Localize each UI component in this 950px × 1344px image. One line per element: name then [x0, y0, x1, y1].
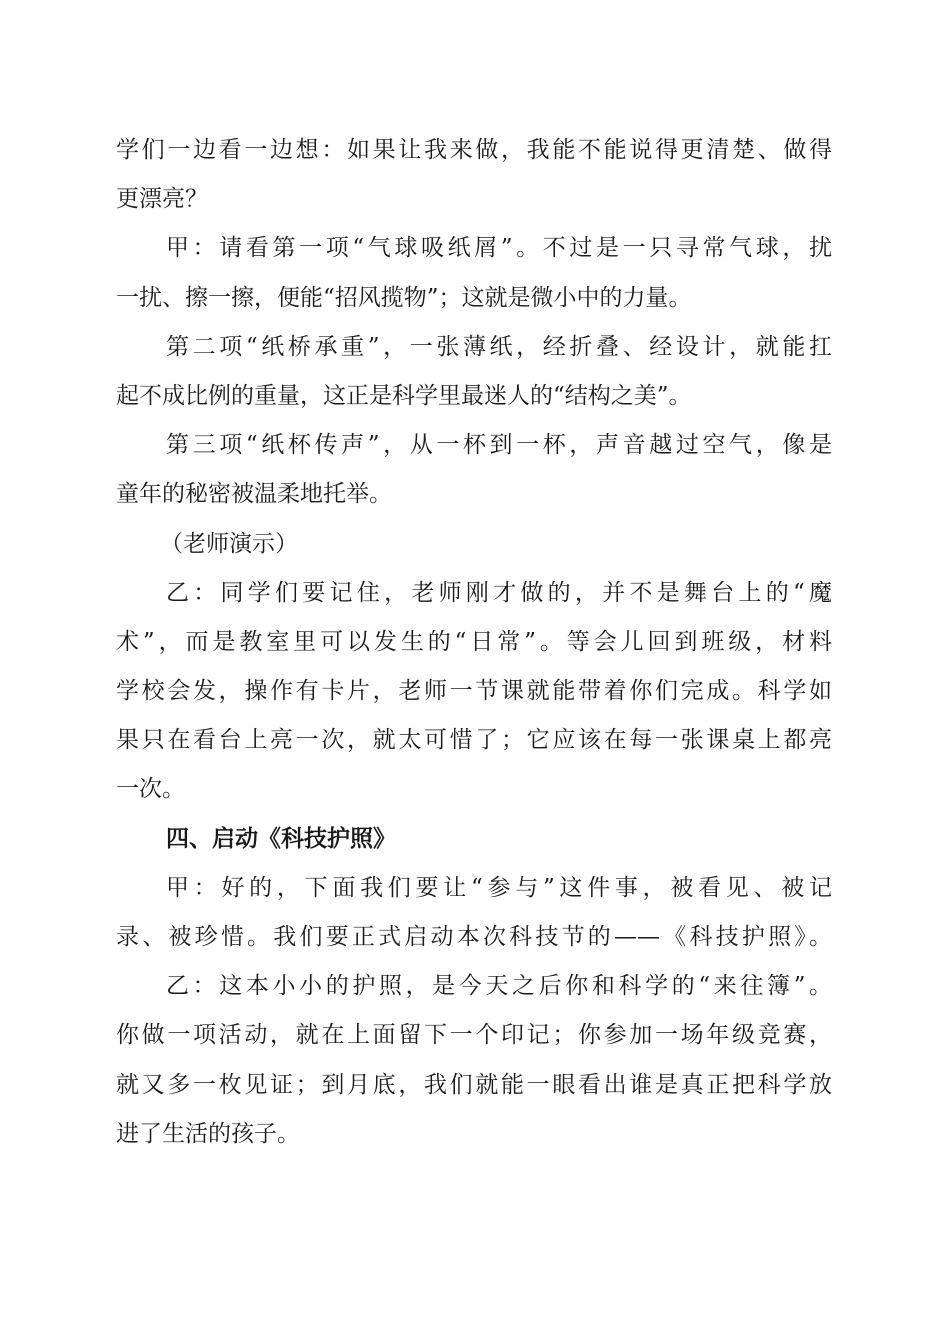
paragraph-line: 果只在看台上亮一次，就太可惜了；它应该在每一张课桌上都亮 [116, 727, 832, 754]
paragraph-line: 乙：同学们要记住，老师刚才做的，并不是舞台上的“魔 [166, 579, 832, 606]
paragraph-line: 学们一边看一边想：如果让我来做，我能不能说得更清楚、做得 [116, 137, 832, 163]
paragraph-line: 童年的秘密被温柔地托举。 [116, 481, 392, 508]
paragraph-line: 第二项“纸桥承重”，一张薄纸，经折叠、经设计，就能扛 [166, 333, 832, 360]
paragraph-line: 术”，而是教室里可以发生的“日常”。等会儿回到班级，材料 [116, 628, 832, 655]
paragraph-line: 录、被珍惜。我们要正式启动本次科技节的——《科技护照》。 [116, 924, 832, 950]
paragraph-line: 一扰、擦一擦，便能“招风揽物”；这就是微小中的力量。 [116, 284, 692, 311]
section-heading: 四、启动《科技护照》 [166, 825, 396, 852]
paragraph-line: 乙：这本小小的护照，是今天之后你和科学的“来往簿”。 [166, 973, 832, 1000]
paragraph-line: 起不成比例的重量，这正是科学里最迷人的“结构之美”。 [116, 382, 692, 409]
paragraph-line: 甲：请看第一项“气球吸纸屑”。不过是一只寻常气球，扰 [166, 235, 832, 262]
paragraph-line: 你做一项活动，就在上面留下一个印记；你参加一场年级竞赛， [116, 1022, 832, 1049]
stage-direction: （老师演示） [160, 530, 298, 557]
paragraph-line: 就又多一枚见证；到月底，我们就能一眼看出谁是真正把科学放 [116, 1071, 832, 1098]
paragraph-line: 学校会发，操作有卡片，老师一节课就能带着你们完成。科学如 [116, 678, 832, 705]
document-body [116, 126, 832, 1159]
paragraph-line: 进了生活的孩子。 [116, 1120, 300, 1147]
paragraph-line: 一次。 [116, 776, 185, 803]
paragraph-line: 第三项“纸杯传声”，从一杯到一杯，声音越过空气，像是 [166, 432, 832, 459]
paragraph-line: 甲：好的，下面我们要让“参与”这件事，被看见、被记 [166, 874, 832, 901]
paragraph-line: 更漂亮？ [116, 186, 208, 213]
